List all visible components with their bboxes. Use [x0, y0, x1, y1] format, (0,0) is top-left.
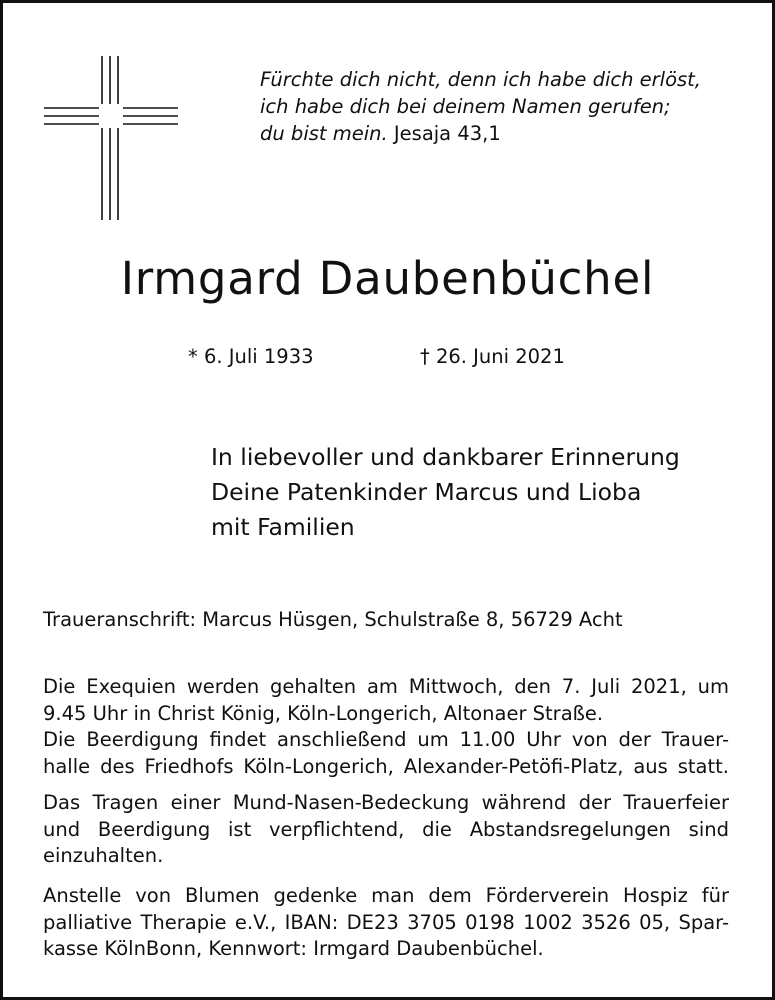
mourners-line-1: In liebevoller und dankbarer Erinnerung: [211, 443, 680, 471]
mourners-line-2: Deine Patenkinder Marcus und Lioba: [211, 478, 642, 506]
bible-quote: [260, 66, 730, 147]
service-line-1: Die Exequien werden gehalten am Mittwoch, den 7. Juli 2021, um: [43, 675, 729, 698]
death-date: † 26. Juni 2021: [420, 345, 565, 368]
deceased-name: Irmgard Daubenbüchel: [120, 252, 655, 305]
mourners-line-3: mit Familien: [211, 513, 355, 541]
donation-line-3: kasse KölnBonn, Kennwort: Irmgard Daubenbüchel.: [43, 937, 544, 960]
mask-notice: [43, 790, 729, 870]
mourning-address: Traueranschrift: Marcus Hüsgen, Schulstraße 8, 56729 Acht: [43, 608, 623, 631]
quote-line-1: Fürchte dich nicht, denn ich habe dich erlöst,: [260, 68, 702, 91]
service-info: [43, 674, 729, 780]
service-line-4: halle des Friedhofs Köln-Longerich, Alexander-Petöfi-Platz, aus statt.: [43, 754, 729, 778]
cross-icon: [44, 56, 178, 220]
mask-line-3: einzuhalten.: [43, 844, 164, 867]
mask-line-1: Das Tragen einer Mund-Nasen-Bedeckung während der Trauerfeier: [43, 791, 729, 814]
service-line-3: Die Beerdigung findet anschließend um 11.00 Uhr von der Trauer-: [43, 728, 729, 751]
quote-line-2: ich habe dich bei deinem Namen gerufen;: [260, 95, 671, 118]
quote-line-3: du bist mein.: [260, 122, 388, 145]
service-line-2: 9.45 Uhr in Christ König, Köln-Longerich, Altonaer Straße.: [43, 701, 604, 725]
donation-line-1: Anstelle von Blumen gedenke man dem Förderverein Hospiz für: [43, 884, 729, 907]
mask-line-2: und Beerdigung ist verpflichtend, die Abstandsregelungen sind: [43, 817, 729, 841]
donation-info: [43, 883, 729, 963]
donation-line-2: palliative Therapie e.V., IBAN: DE23 3705 0198 1002 3526 05, Spar-: [43, 910, 729, 934]
birth-date: * 6. Juli 1933: [188, 345, 314, 368]
mourners-block: [211, 440, 680, 545]
quote-reference: Jesaja 43,1: [393, 122, 501, 145]
